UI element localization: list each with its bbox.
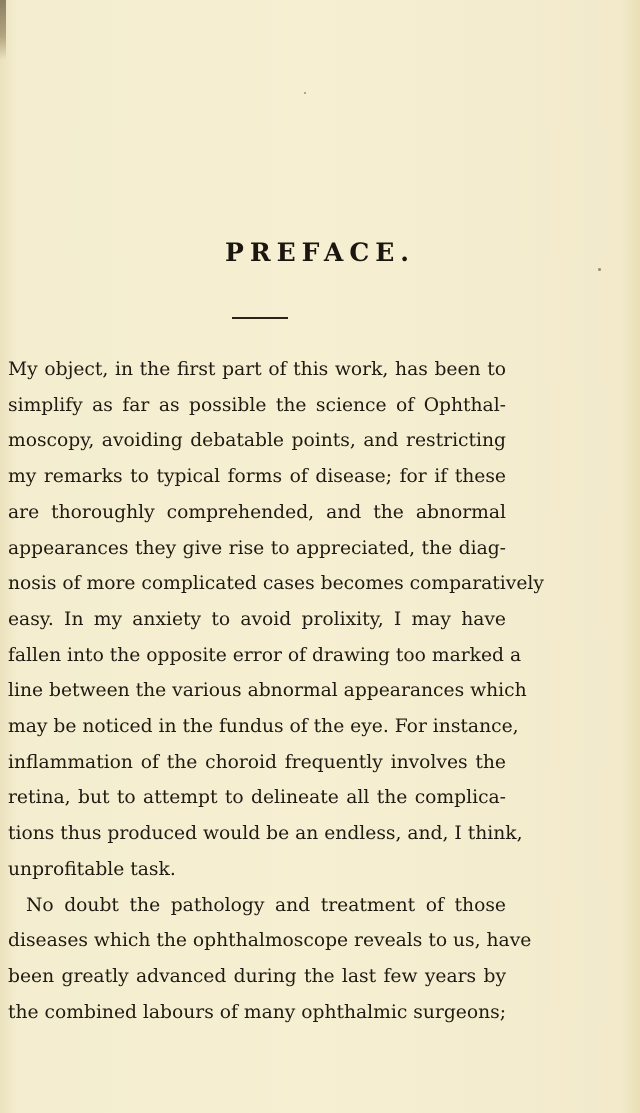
text-line: unprofitable task. [8, 858, 176, 880]
text-line: retina, but to attempt to delineate all the complica- [8, 787, 506, 809]
text-line: My object, in the first part of this work, has been to [8, 359, 506, 380]
text-line: nosis of more complicated cases becomes comparatively [8, 573, 544, 595]
text-line: my remarks to typical forms of disease; for if these [8, 466, 506, 488]
text-line: moscopy, avoiding debatable points, and restricting [8, 430, 506, 452]
paper-speck [304, 92, 306, 94]
text-line: may be noticed in the fundus of the eye. For instance, [8, 716, 519, 738]
text-line: fallen into the opposite error of drawing too marked a [8, 644, 522, 666]
title-rule [232, 317, 288, 319]
text-line: simplify as far as possible the science of Ophthal- [8, 394, 506, 416]
text-line: tions thus produced would be an endless, and, I think, [8, 823, 523, 845]
text-line: appearances they give rise to appreciated, the diag- [8, 537, 506, 559]
paper-speck [598, 268, 601, 271]
preface-body [8, 352, 544, 1030]
page-edge-shadow [0, 0, 6, 60]
text-line: easy. In my anxiety to avoid prolixity, I may have [8, 608, 506, 630]
text-line: line between the various abnormal appearances which [8, 680, 527, 702]
text-line: are thoroughly comprehended, and the abnormal [8, 501, 506, 523]
text-line: No doubt the pathology and treatment of those [26, 894, 506, 916]
text-line: the combined labours of many ophthalmic surgeons; [8, 1001, 507, 1023]
text-line: diseases which the ophthalmoscope reveals to us, have [8, 930, 532, 952]
text-line: inflammation of the choroid frequently involves the [8, 751, 506, 773]
text-line: been greatly advanced during the last few years by [8, 965, 506, 987]
page-title: PREFACE. [225, 238, 415, 267]
